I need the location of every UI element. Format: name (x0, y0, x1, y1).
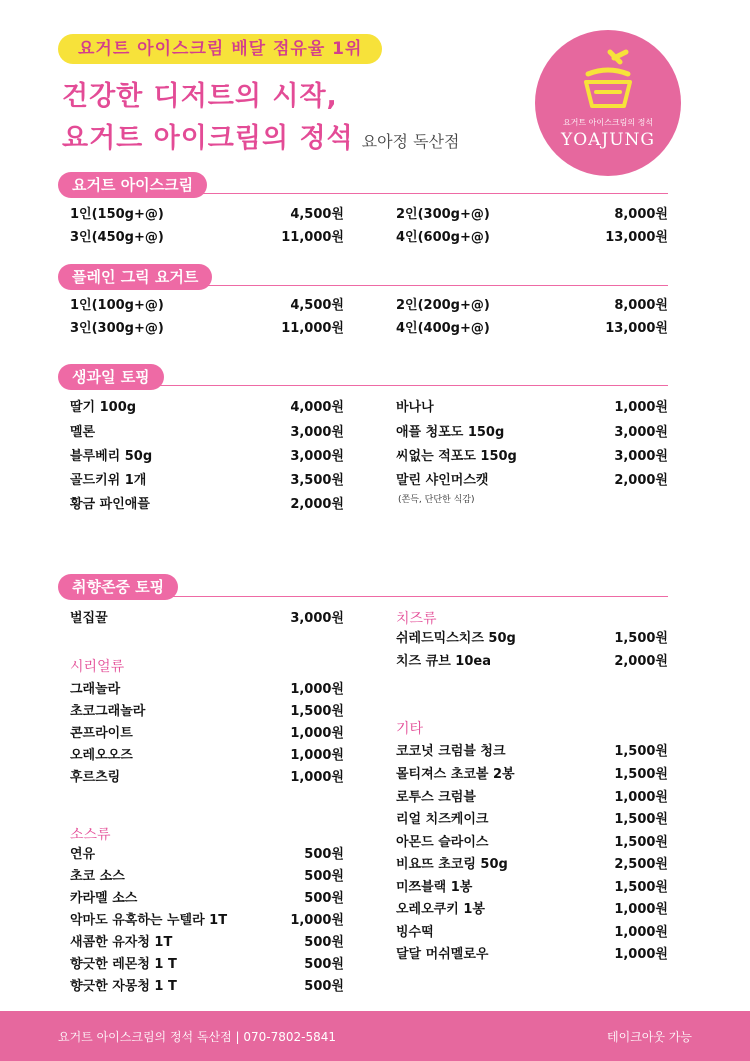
item-name: 딸기 100g (70, 400, 137, 415)
item-name: 향긋한 레몬청 1 T (70, 957, 177, 972)
item-price: 1,500원 (614, 744, 668, 759)
menu-row (396, 653, 668, 671)
menu-row (70, 868, 344, 886)
item-name: 후르츠링 (70, 770, 121, 785)
item-name: 멜론 (70, 425, 96, 440)
menu-row (70, 725, 344, 743)
item-price: 1,500원 (290, 704, 344, 719)
item-price: 2,500원 (614, 857, 668, 872)
menu-row (396, 946, 668, 964)
item-name: 4인(600g+@) (396, 230, 490, 245)
menu-row (396, 448, 668, 466)
item-price: 2,000원 (290, 497, 344, 512)
item-price: 4,500원 (290, 207, 344, 222)
item-name: 1인(150g+@) (70, 207, 164, 222)
menu-row (70, 399, 344, 417)
menu-row (70, 747, 344, 765)
item-name: 향긋한 자몽청 1 T (70, 979, 177, 994)
item-price: 3,000원 (614, 425, 668, 440)
menu-row (396, 879, 668, 897)
item-name: 새콤한 유자청 1T (70, 935, 173, 950)
menu-row (396, 472, 668, 490)
item-price: 13,000원 (605, 230, 668, 245)
menu-row (70, 890, 344, 908)
menu-row (70, 978, 344, 996)
item-price: 3,000원 (290, 611, 344, 626)
menu-row (70, 320, 344, 338)
item-price: 1,000원 (614, 947, 668, 962)
item-price: 11,000원 (281, 230, 344, 245)
menu-row (396, 856, 668, 874)
menu-row (396, 834, 668, 852)
etc-subtitle: 기타 (396, 721, 424, 737)
item-name: 오레오쿠키 1봉 (396, 902, 485, 917)
item-name: 3인(450g+@) (70, 230, 164, 245)
menu-row (70, 424, 344, 442)
item-price: 1,500원 (614, 835, 668, 850)
item-price: 1,000원 (290, 770, 344, 785)
item-name: 초코 소스 (70, 869, 125, 884)
item-name: 오레오오즈 (70, 748, 133, 763)
item-price: 1,000원 (290, 913, 344, 928)
section-fruit-topping-title: 생과일 토핑 (58, 364, 164, 390)
menu-row (70, 496, 344, 514)
item-name: 애플 청포도 150g (396, 425, 505, 440)
menu-row (396, 424, 668, 442)
section-yogurt-icecream-title: 요거트 아이스크림 (58, 172, 207, 198)
item-name: 미쯔블랙 1봉 (396, 880, 473, 895)
item-name: 연유 (70, 847, 96, 862)
menu-row (396, 320, 668, 338)
menu-row (70, 472, 344, 490)
item-name: 쉬레드믹스치즈 50g (396, 631, 516, 646)
section-taste-topping-title: 취향존중 토핑 (58, 574, 178, 600)
item-price: 2,000원 (614, 654, 668, 669)
item-name: 콘프라이트 (70, 726, 133, 741)
item-price: 1,500원 (614, 880, 668, 895)
sauce-subtitle: 소스류 (70, 827, 111, 843)
item-price: 500원 (304, 869, 344, 884)
item-price: 500원 (304, 957, 344, 972)
menu-row (396, 297, 668, 315)
item-price: 3,000원 (614, 449, 668, 464)
item-price: 500원 (304, 847, 344, 862)
menu-row (396, 743, 668, 761)
item-name: 아몬드 슬라이스 (396, 835, 489, 850)
item-name: 로투스 크럼블 (396, 790, 476, 805)
menu-row (396, 924, 668, 942)
headline-line1: 건강한 디저트의 시작, (62, 81, 338, 112)
headline-line2 (62, 116, 459, 155)
footer (0, 1011, 750, 1061)
item-price: 1,000원 (614, 790, 668, 805)
item-price: 4,000원 (290, 400, 344, 415)
item-price: 1,000원 (290, 682, 344, 697)
cheese-subtitle: 치즈류 (396, 611, 437, 627)
footer-contact: 요거트 아이스크림의 정석 독산점 | 070-7802-5841 (58, 1030, 337, 1044)
item-price: 1,500원 (614, 631, 668, 646)
menu-row (70, 297, 344, 315)
item-name: 몰티져스 초코볼 2봉 (396, 767, 515, 782)
item-price: 11,000원 (281, 321, 344, 336)
item-name: 블루베리 50g (70, 449, 153, 464)
item-name: 말린 샤인머스캣 (396, 473, 489, 488)
menu-row (70, 703, 344, 721)
item-name: 3인(300g+@) (70, 321, 164, 336)
item-price: 3,000원 (290, 425, 344, 440)
menu-row (396, 206, 668, 224)
item-name: 달달 머쉬멜로우 (396, 947, 489, 962)
item-price: 3,000원 (290, 449, 344, 464)
item-price: 4,500원 (290, 298, 344, 313)
menu-row (396, 399, 668, 417)
menu-row (396, 789, 668, 807)
item-name: 씨없는 적포도 150g (396, 449, 517, 464)
menu-row (396, 766, 668, 784)
item-name: 악마도 유혹하는 누텔라 1T (70, 913, 228, 928)
item-price: 1,000원 (614, 925, 668, 940)
item-name: 황금 파인애플 (70, 497, 150, 512)
section-greek-yogurt-title: 플레인 그릭 요거트 (58, 264, 212, 290)
menu-row (70, 681, 344, 699)
item-name: 비요뜨 초코링 50g (396, 857, 508, 872)
item-name: 2인(300g+@) (396, 207, 490, 222)
item-price: 13,000원 (605, 321, 668, 336)
item-name: 1인(100g+@) (70, 298, 164, 313)
top-badge: 요거트 아이스크림 배달 점유율 1위 (58, 34, 382, 64)
menu-row (70, 956, 344, 974)
item-name: 리얼 치즈케이크 (396, 812, 489, 827)
menu-row (70, 934, 344, 952)
item-name: 벌집꿀 (70, 611, 108, 626)
item-name: 카라멜 소스 (70, 891, 138, 906)
footer-takeout: 테이크아웃 가능 (607, 1030, 692, 1044)
menu-row (396, 811, 668, 829)
item-name: 2인(200g+@) (396, 298, 490, 313)
yogurt-bowl-icon (580, 48, 636, 110)
logo (535, 30, 681, 176)
item-price: 1,000원 (290, 748, 344, 763)
logo-brand: YOAJUNG (560, 130, 656, 150)
menu-row (70, 610, 344, 628)
headline-line2-text: 요거트 아이크림의 정석 (62, 123, 354, 154)
item-name: 초코그래놀라 (70, 704, 146, 719)
item-price: 1,500원 (614, 767, 668, 782)
menu-row (70, 912, 344, 930)
item-price: 8,000원 (614, 207, 668, 222)
item-price: 500원 (304, 935, 344, 950)
item-price: 500원 (304, 979, 344, 994)
item-price: 1,500원 (614, 812, 668, 827)
item-name: 그래놀라 (70, 682, 121, 697)
item-price: 1,000원 (614, 902, 668, 917)
menu-row (396, 229, 668, 247)
menu-row (396, 901, 668, 919)
item-price: 500원 (304, 891, 344, 906)
menu-row (70, 229, 344, 247)
item-name: 코코넛 크럼블 청크 (396, 744, 506, 759)
item-price: 1,000원 (290, 726, 344, 741)
item-name: 골드키위 1개 (70, 473, 147, 488)
item-name: 빙수떡 (396, 925, 434, 940)
shine-muscat-note: (쫀득, 단단한 식감) (398, 495, 475, 505)
item-price: 1,000원 (614, 400, 668, 415)
item-name: 4인(400g+@) (396, 321, 490, 336)
item-price: 2,000원 (614, 473, 668, 488)
menu-row (396, 630, 668, 648)
item-name: 치즈 큐브 10ea (396, 654, 491, 669)
item-price: 8,000원 (614, 298, 668, 313)
item-price: 3,500원 (290, 473, 344, 488)
menu-row (70, 769, 344, 787)
logo-slogan: 요거트 아이스크림의 정석 (562, 118, 654, 127)
menu-row (70, 448, 344, 466)
cereal-subtitle: 시리얼류 (70, 659, 125, 675)
shop-name: 요아정 독산점 (361, 132, 460, 151)
menu-row (70, 846, 344, 864)
menu-row (70, 206, 344, 224)
item-name: 바나나 (396, 400, 434, 415)
